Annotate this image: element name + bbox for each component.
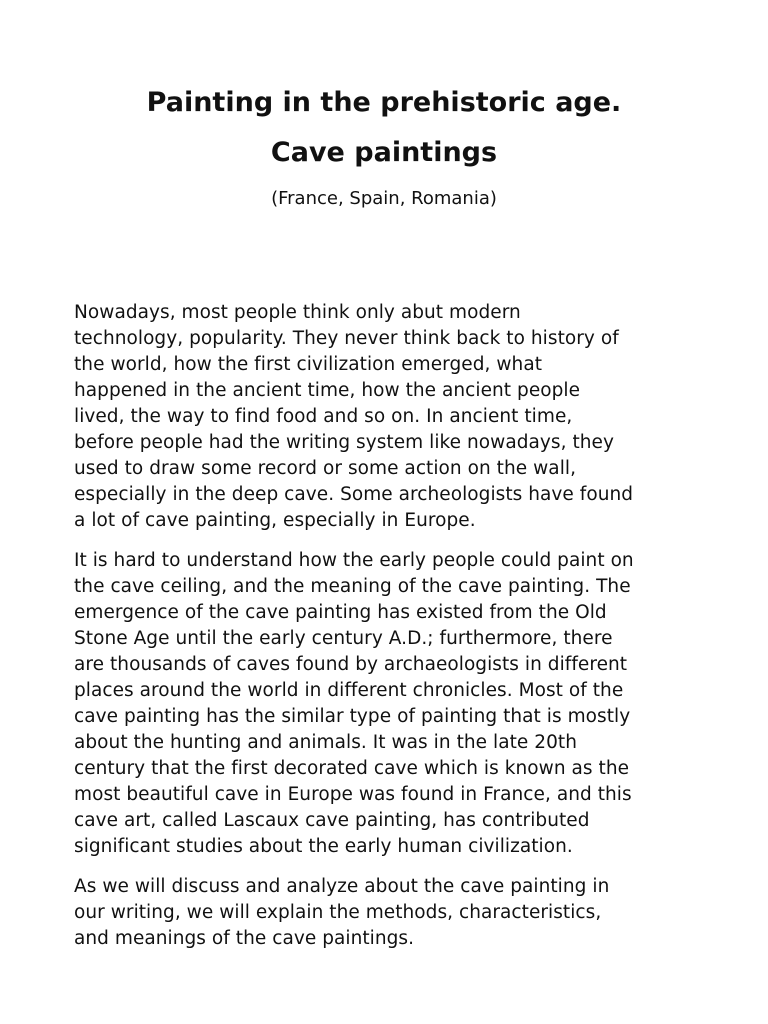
document-body xyxy=(74,300,714,966)
document-title-line-2: Cave paintings xyxy=(270,137,498,168)
paragraph-3: As we will discuss and analyze about the cave painting in our writing, we will explain the methods, characteristics, and meanings of the cave paintings. xyxy=(74,876,610,949)
document-title-line-1: Painting in the prehistoric age. xyxy=(146,87,622,118)
paragraph-1: Nowadays, most people think only abut modern technology, popularity. They never think back to history of the world, how the first civilization emerged, what happened in the ancient time, how the ancient people lived, the way to find food and so on. In ancient time, before people had the writing system like nowadays, they used to draw some record or some action on the wall, especially in the deep cave. Some archeologists have found a lot of cave painting, especially in Europe. xyxy=(74,302,634,531)
paragraph-2: It is hard to understand how the early people could paint on the cave ceiling, and the meaning of the cave painting. The emergence of the cave painting has existed from the Old Stone Age until the early century A.D.; furthermore, there are thousands of caves found by archaeologists in different places around the world in different chronicles. Most of the cave painting has the similar type of painting that is mostly about the hunting and animals. It was in the late 20th century that the first decorated cave which is known as the most beautiful cave in Europe was found in France, and this cave art, called Lascaux cave painting, has contributed significant studies about the early human civilization. xyxy=(74,550,634,857)
document-subtitle: (France, Spain, Romania) xyxy=(271,188,497,209)
